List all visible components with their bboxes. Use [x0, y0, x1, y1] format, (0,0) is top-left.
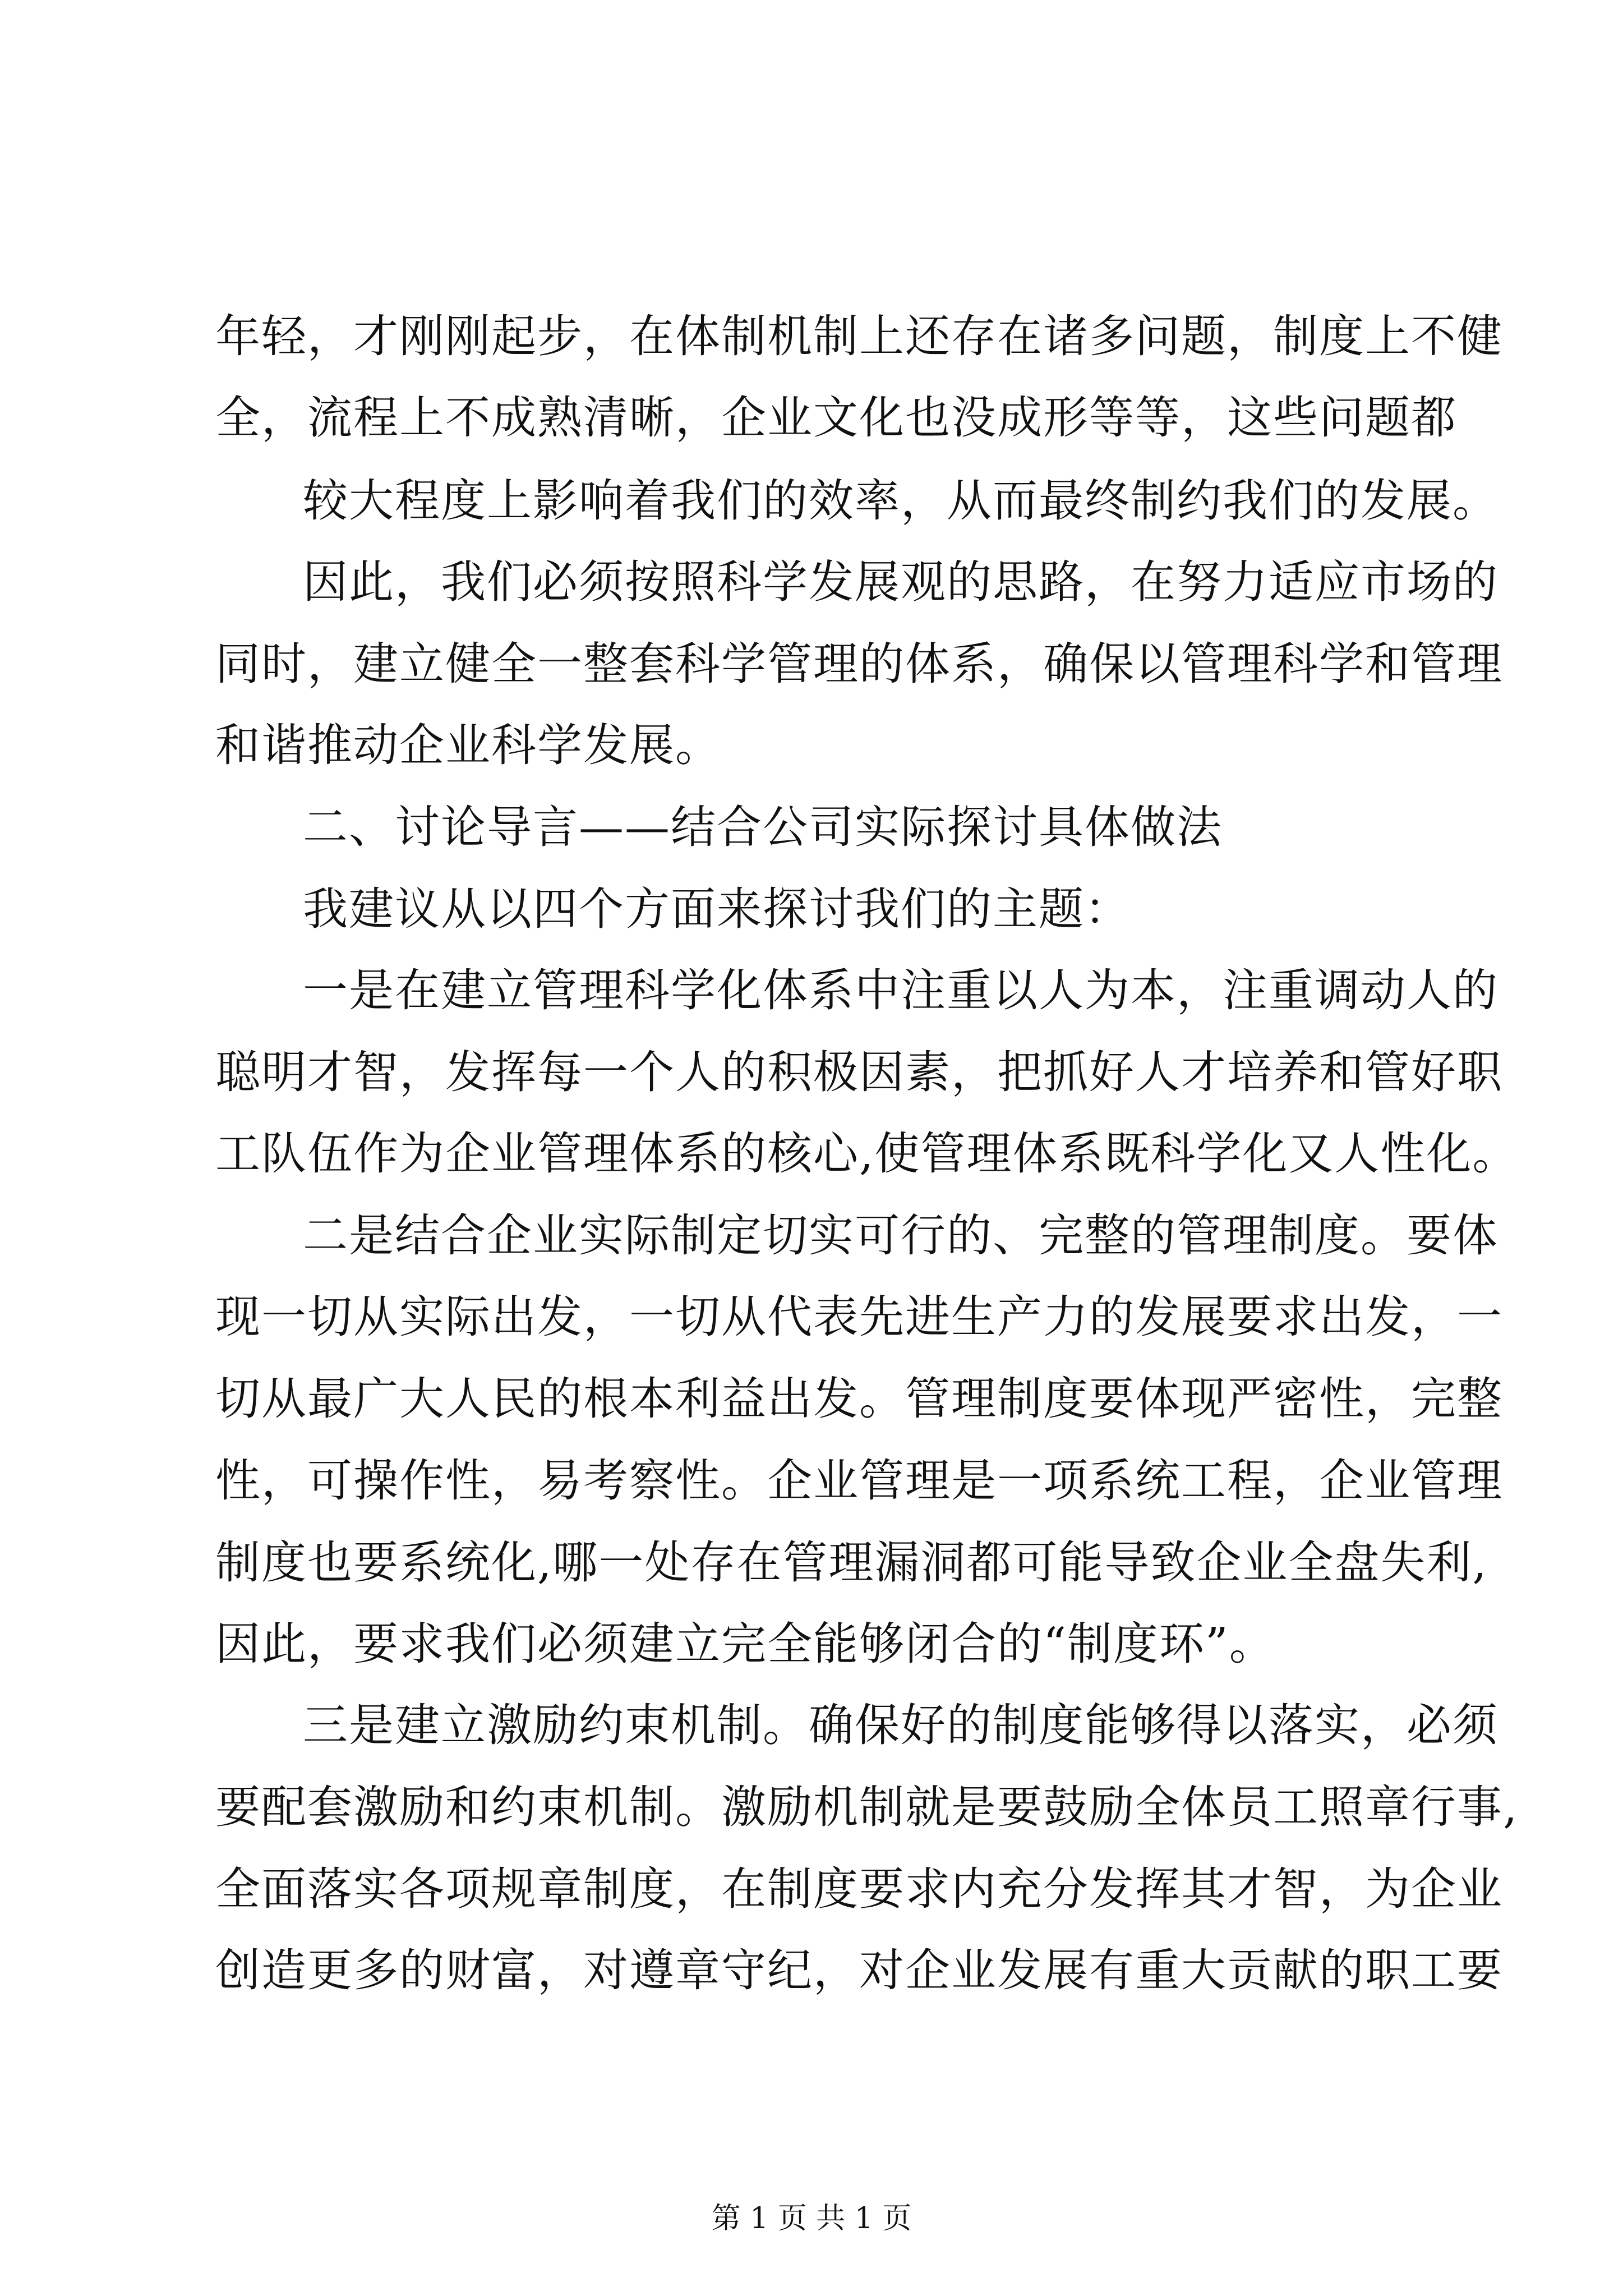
text-line-6: 和谐推动企业科学发展。 [215, 719, 721, 771]
text-line-21: 创造更多的财富，对遵章守纪，对企业发展有重大贡献的职工要 [215, 1944, 1503, 1996]
text-line-16: 制度也要系统化,哪一处存在管理漏洞都可能导致企业全盘失利, [215, 1536, 1488, 1589]
text-line-10: 聪明才智，发挥每一个人的积极因素，把抓好人才培养和管好职 [215, 1046, 1503, 1098]
text-line-18: 三是建立激励约束机制。确保好的制度能够得以落实，必须 [303, 1699, 1498, 1751]
text-line-9: 一是在建立管理科学化体系中注重以人为本，注重调动人的 [303, 964, 1498, 1016]
text-line-8: 我建议从以四个方面来探讨我们的主题： [303, 883, 1131, 935]
text-line-4: 因此，我们必须按照科学发展观的思路，在努力适应市场的 [303, 556, 1498, 608]
text-line-5: 同时，建立健全一整套科学管理的体系，确保以管理科学和管理 [215, 638, 1503, 690]
text-line-13: 现一切从实际出发，一切从代表先进生产力的发展要求出发，一 [215, 1291, 1503, 1343]
section-heading: 二、讨论导言——结合公司实际探讨具体做法 [303, 801, 1223, 853]
text-line-17: 因此，要求我们必须建立完全能够闭合的“制度环”。 [215, 1618, 1275, 1670]
text-line-11: 工队伍作为企业管理体系的核心,使管理体系既科学化又人性化。 [215, 1128, 1519, 1180]
text-line-14: 切从最广大人民的根本利益出发。管理制度要体现严密性，完整 [215, 1373, 1503, 1425]
text-line-2: 全，流程上不成熟清晰，企业文化也没成形等等，这些问题都 [215, 392, 1457, 444]
text-line-15: 性，可操作性，易考察性。企业管理是一项系统工程，企业管理 [215, 1455, 1503, 1507]
text-line-20: 全面落实各项规章制度，在制度要求内充分发挥其才智，为企业 [215, 1863, 1503, 1915]
text-line-1: 年轻，才刚刚起步，在体制机制上还存在诸多问题，制度上不健 [215, 310, 1503, 362]
page-number-footer: 第 1 页 共 1 页 [711, 2202, 912, 2235]
text-line-12: 二是结合企业实际制定切实可行的、完整的管理制度。要体 [303, 1209, 1498, 1262]
text-line-19: 要配套激励和约束机制。激励机制就是要鼓励全体员工照章行事, [215, 1781, 1519, 1833]
text-line-3: 较大程度上影响着我们的效率，从而最终制约我们的发展。 [303, 475, 1498, 527]
